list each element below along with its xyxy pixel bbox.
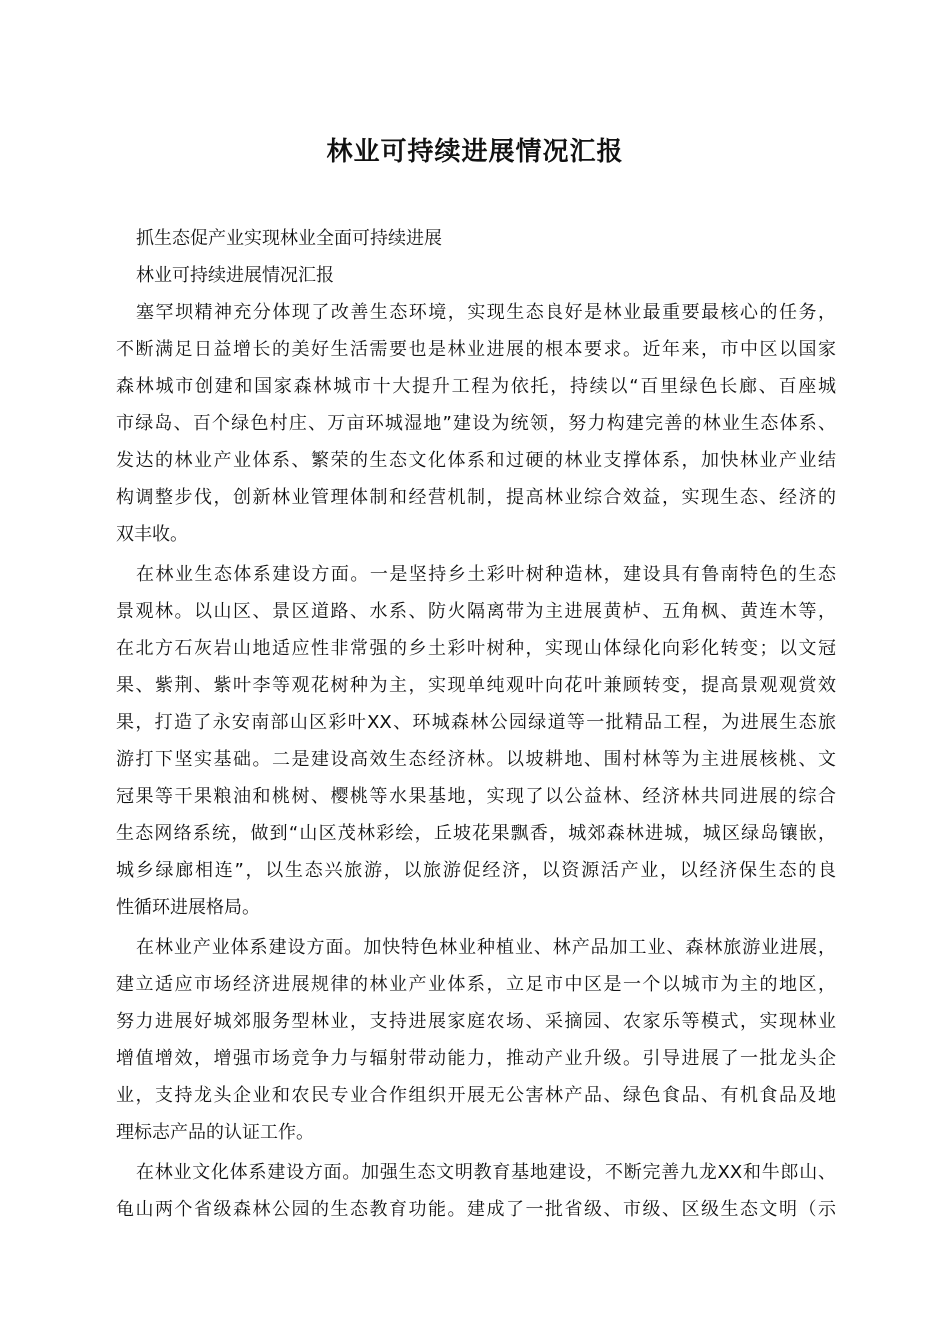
paragraph-line: 生态网络系统，做到“山区茂林彩绘，丘坡花果飘香，城郊森林进城，城区绿岛镶嵌，: [116, 823, 836, 844]
paragraph-line: 增值增效，增强市场竞争力与辐射带动能力，推动产业升级。引导进展了一批龙头企: [116, 1048, 836, 1069]
paragraph-line: 不断满足日益增长的美好生活需要也是林业进展的根本要求。近年来，市中区以国家: [116, 339, 836, 360]
paragraph-line: 塞罕坝精神充分体现了改善生态环境，实现生态良好是林业最重要最核心的任务，: [136, 302, 836, 323]
paragraph-line: 在北方石灰岩山地适应性非常强的乡土彩叶树种，实现山体绿化向彩化转变；以文冠: [116, 638, 836, 659]
paragraph-line: 在林业产业体系建设方面。加快特色林业种植业、林产品加工业、森林旅游业进展，: [136, 937, 836, 958]
paragraph-line: 市绿岛、百个绿色村庄、万亩环城湿地”建设为统领，努力构建完善的林业生态体系、: [116, 413, 836, 434]
paragraph-line: 构调整步伐，创新林业管理体制和经营机制，提高林业综合效益，实现生态、经济的: [116, 487, 836, 508]
paragraph-line: 性循环进展格局。: [116, 897, 260, 918]
paragraph-line: 发达的林业产业体系、繁荣的生态文化体系和过硬的林业支撑体系，加快林业产业结: [116, 450, 836, 471]
paragraph-line: 双丰收。: [116, 524, 188, 545]
paragraph-line: 游打下坚实基础。二是建设高效生态经济林。以坡耕地、围村林等为主进展核桃、文: [116, 749, 836, 770]
paragraph-line: 果，打造了永安南部山区彩叶XX、环城森林公园绿道等一批精品工程，为进展生态旅: [116, 712, 836, 733]
paragraph-line: 景观林。以山区、景区道路、水系、防火隔离带为主进展黄栌、五角枫、黄连木等，: [116, 601, 836, 622]
paragraph-line: 城乡绿廊相连”，以生态兴旅游，以旅游促经济，以资源活产业，以经济保生态的良: [116, 860, 836, 881]
paragraph-line: 努力进展好城郊服务型林业，支持进展家庭农场、采摘园、农家乐等模式，实现林业: [116, 1011, 836, 1032]
paragraph-line: 冠果等干果粮油和桃树、樱桃等水果基地，实现了以公益林、经济林共同进展的综合: [116, 786, 836, 807]
paragraph-line: 森林城市创建和国家森林城市十大提升工程为依托，持续以“百里绿色长廊、百座城: [116, 376, 836, 397]
document-title: 林业可持续进展情况汇报: [326, 137, 624, 167]
paragraph-line: 果、紫荆、紫叶李等观花树种为主，实现单纯观叶向花叶兼顾转变，提高景观观赏效: [116, 675, 836, 696]
paragraph-line: 理标志产品的认证工作。: [116, 1122, 314, 1143]
paragraph-line: 龟山两个省级森林公园的生态教育功能。建成了一批省级、市级、区级生态文明（示: [116, 1199, 836, 1220]
paragraph-line: 建立适应市场经济进展规律的林业产业体系，立足市中区是一个以城市为主的地区，: [116, 974, 836, 995]
paragraph-line: 业，支持龙头企业和农民专业合作组织开展无公害林产品、绿色食品、有机食品及地: [116, 1085, 836, 1106]
paragraph-line: 在林业文化体系建设方面。加强生态文明教育基地建设，不断完善九龙XX和牛郎山、: [136, 1162, 836, 1183]
paragraph-line: 在林业生态体系建设方面。一是坚持乡土彩叶树种造林，建设具有鲁南特色的生态: [136, 564, 836, 585]
subheading-2: 林业可持续进展情况汇报: [136, 265, 334, 286]
subheading-1: 抓生态促产业实现林业全面可持续进展: [136, 228, 442, 249]
